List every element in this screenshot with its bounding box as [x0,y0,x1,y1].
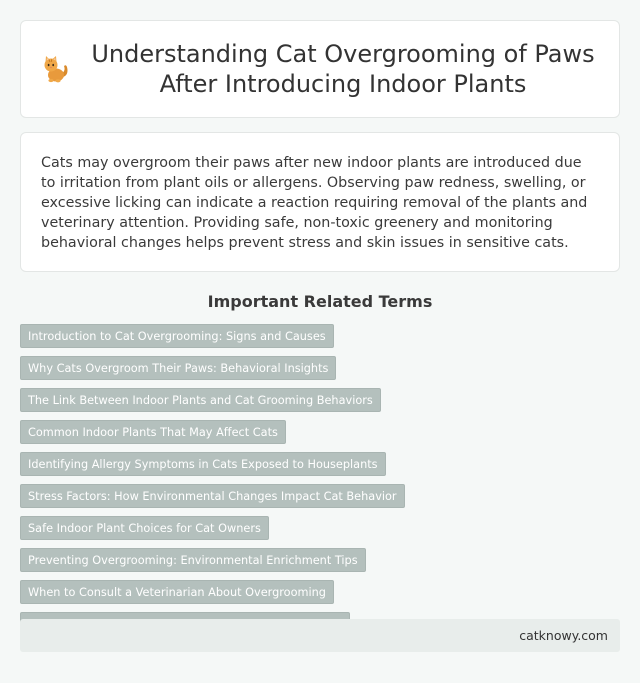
summary-card [20,132,620,272]
cat-icon [40,55,70,83]
related-term-tag[interactable]: Safe Indoor Plant Choices for Cat Owners [20,516,269,540]
related-term-tag[interactable]: Preventing Overgrooming: Environmental Enrichment Tips [20,548,366,572]
summary-text: Cats may overgroom their paws after new indoor plants are introduced due to irritation from plant oils or allergens. Observing paw redness, swelling, or excessive licking can indicate a reaction requiring removal of the plants and veterinary attention. Providing safe, non-toxic greenery and monitoring behavioral changes helps prevent stress and skin issues in sensitive cats. [41,155,588,251]
title-card [20,20,620,118]
footer [20,619,620,652]
related-terms-list [20,324,620,636]
footer-site-link[interactable]: catknowy.com [519,628,608,643]
related-term-tag[interactable]: Identifying Allergy Symptoms in Cats Exposed to Houseplants [20,452,386,476]
related-term-tag[interactable]: Stress Factors: How Environmental Changes Impact Cat Behavior [20,484,405,508]
related-term-tag[interactable]: Why Cats Overgroom Their Paws: Behavioral Insights [20,356,336,380]
related-term-tag[interactable]: When to Consult a Veterinarian About Overgrooming [20,580,334,604]
related-terms-heading: Important Related Terms [207,292,433,311]
related-term-tag[interactable]: The Link Between Indoor Plants and Cat Grooming Behaviors [20,388,381,412]
page-title: Understanding Cat Overgrooming of Paws After Introducing Indoor Plants [91,40,595,98]
related-term-tag[interactable]: Common Indoor Plants That May Affect Cats [20,420,286,444]
related-term-tag[interactable]: Introduction to Cat Overgrooming: Signs and Causes [20,324,334,348]
title-row [40,39,600,99]
